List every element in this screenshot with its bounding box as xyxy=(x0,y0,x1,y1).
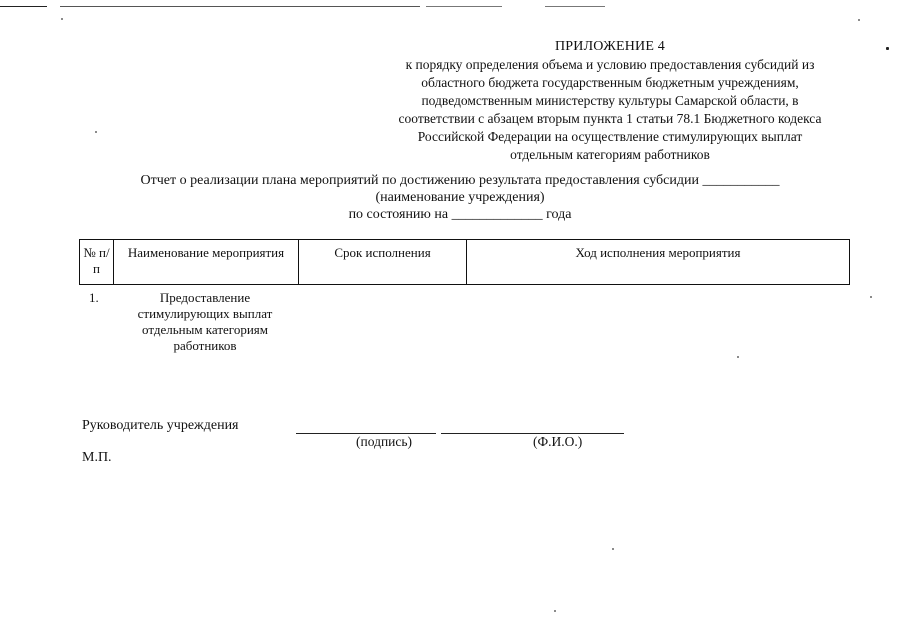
scan-speck xyxy=(737,356,739,358)
appendix-title: ПРИЛОЖЕНИЕ 4 xyxy=(554,39,666,54)
activities-table-header xyxy=(79,239,850,285)
appendix-line: подведомственным министерству культуры Самарской области, в xyxy=(421,93,799,108)
scan-speck xyxy=(886,47,889,50)
signature-caption: (подпись) xyxy=(356,434,413,449)
appendix-line: к порядку определения объема и условию предоставления субсидий из xyxy=(405,57,815,72)
top-rule-far-right xyxy=(545,6,605,7)
appendix-line: областного бюджета государственным бюджетным учреждениям, xyxy=(421,75,799,90)
header-number: № п/п xyxy=(80,240,114,284)
row-number: 1. xyxy=(89,290,99,305)
scan-speck xyxy=(61,18,63,20)
header-activity-name: Наименование мероприятия xyxy=(114,240,299,284)
fio-caption: (Ф.И.О.) xyxy=(533,434,583,449)
report-title-line: Отчет о реализации плана мероприятий по достижению результата предоставления субсидии ___________ xyxy=(140,173,780,188)
appendix-line: отдельным категориям работников xyxy=(510,147,710,162)
appendix-line: соответствии с абзацем вторым пункта 1 статьи 78.1 Бюджетного кодекса xyxy=(398,111,822,126)
scan-speck xyxy=(554,610,556,612)
scan-speck xyxy=(95,131,97,133)
report-title xyxy=(60,172,860,223)
top-rule-left xyxy=(0,6,47,7)
scan-speck xyxy=(612,548,614,550)
header-deadline: Срок исполнения xyxy=(299,240,467,284)
scan-speck xyxy=(858,19,860,21)
institution-caption: (наименование учреждения) xyxy=(375,190,545,205)
top-rule-center xyxy=(60,6,420,7)
scan-speck xyxy=(870,296,872,298)
as-of-line: по состоянию на _____________ года xyxy=(348,207,572,222)
head-label: Руководитель учреждения xyxy=(82,418,239,433)
header-progress: Ход исполнения мероприятия xyxy=(575,245,741,260)
row-activity-name: Предоставление стимулирующих выплат отдельным категориям работников xyxy=(137,290,273,353)
stamp-label: М.П. xyxy=(82,450,112,465)
appendix-line: Российской Федерации на осуществление стимулирующих выплат xyxy=(417,129,803,144)
top-rule-right xyxy=(426,6,502,7)
appendix-header xyxy=(370,38,850,164)
